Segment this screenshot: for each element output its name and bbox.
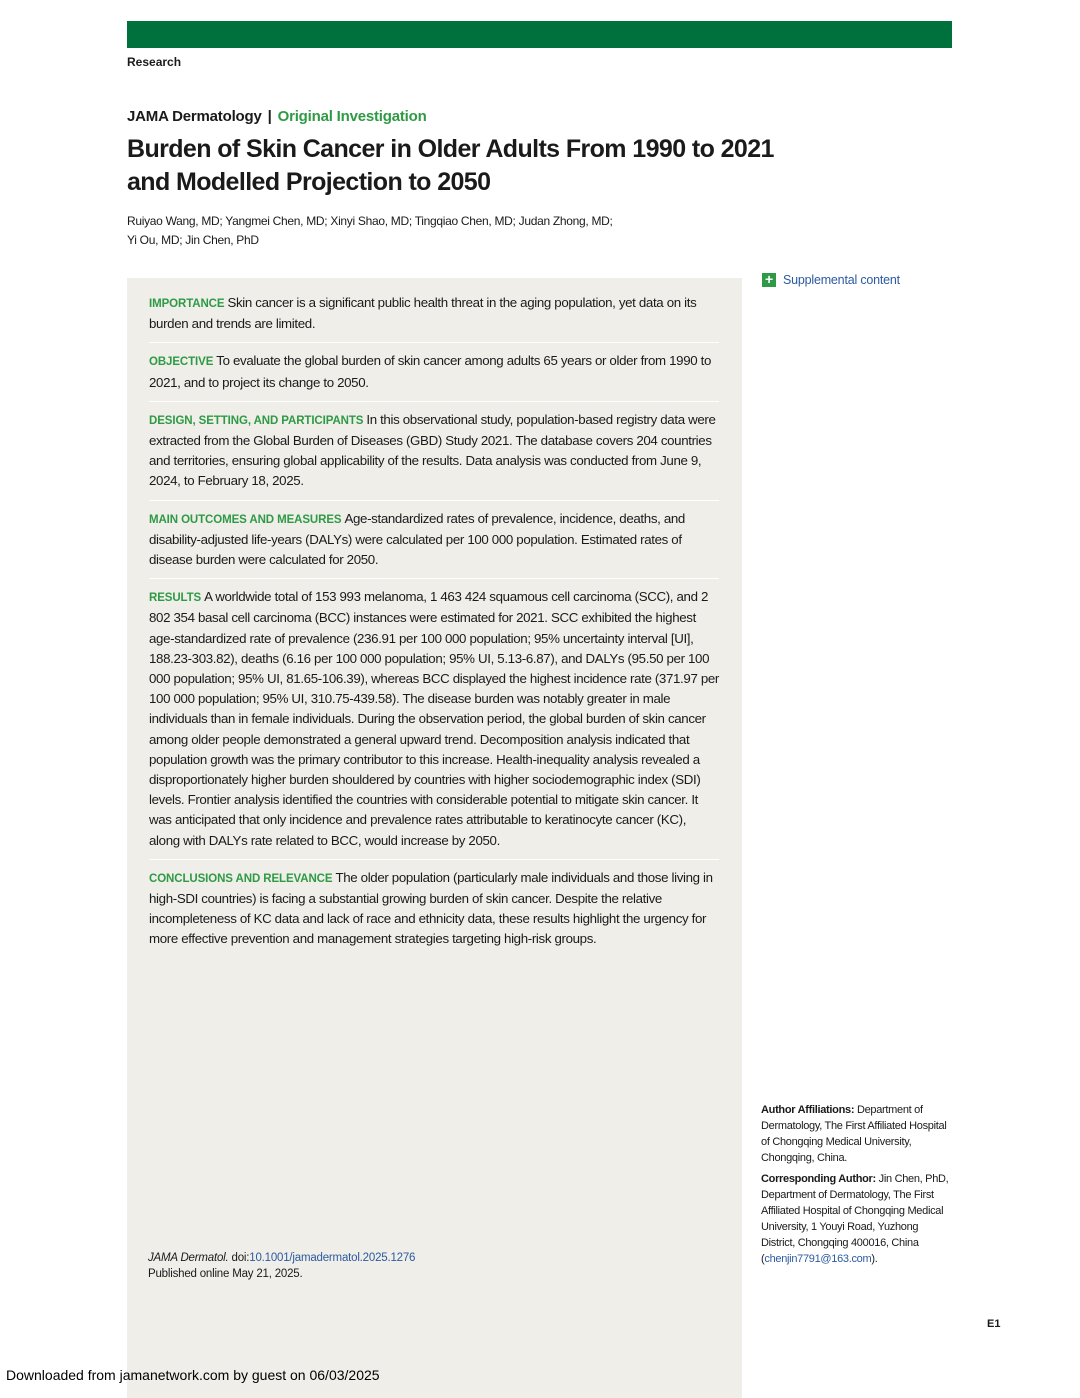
abstract-heading: RESULTS: [149, 592, 202, 605]
abstract-heading: IMPORTANCE: [149, 298, 225, 310]
abstract-text: In this observational study, population-based registry data were extracted from the Global Burden of Diseases (GBD) Study 2021. The database covers 204 countries and territories, ensuring global applicability of the results. Data analysis was conducted from June 9, 2024, to February 18, 2025.: [149, 411, 716, 489]
download-note: Downloaded from jamanetwork.com by guest on 06/03/2025: [6, 1367, 380, 1383]
corresponding-paragraph: [761, 1171, 951, 1267]
abstract-box: [127, 278, 742, 1398]
published-date: Published online May 21, 2025.: [148, 1268, 303, 1280]
affiliations-paragraph: [761, 1102, 951, 1166]
abstract-text: To evaluate the global burden of skin cancer among adults 65 years or older from 1990 to 2021, and to project its change to 2050.: [149, 353, 712, 390]
article-title: Burden of Skin Cancer in Older Adults From 1990 to 2021 and Modelled Projection to 2050: [127, 135, 774, 196]
abstract-heading: OBJECTIVE: [149, 356, 214, 369]
journal-line: [127, 108, 427, 125]
author-list-line-1: Ruiyao Wang, MD; Yangmei Chen, MD; Xinyi Shao, MD; Tingqiao Chen, MD; Judan Zhong, MD;: [127, 214, 613, 228]
affiliations-label: Author Affiliations:: [761, 1104, 855, 1116]
affiliations-text: Department of Dermatology, The First Affiliated Hospital of Chongqing Medical University, Chongqing, China.: [761, 1104, 947, 1164]
corresponding-text: Jin Chen, PhD, Department of Dermatology, The First Affiliated Hospital of Chongqing Medical University, 1 Youyi Road, Yuzhong District, Chongqing 400016, China (: [761, 1173, 949, 1265]
supplemental-content-link[interactable]: [762, 273, 900, 287]
supplemental-label: Supplemental content: [783, 273, 900, 287]
abstract-heading: CONCLUSIONS AND RELEVANCE: [149, 872, 333, 885]
author-list-line-2: Yi Ou, MD; Jin Chen, PhD: [127, 233, 259, 247]
abstract-outcomes: [149, 509, 719, 580]
abstract-objective: [149, 351, 719, 401]
header-color-bar: [127, 21, 952, 48]
abstract-text: Skin cancer is a significant public health threat in the aging population, yet data on its burden and trends are limited.: [149, 295, 697, 332]
email-link[interactable]: chenjin7791@163.com: [764, 1253, 872, 1265]
corresponding-close: ).: [871, 1253, 878, 1265]
abstract-results: [149, 587, 719, 860]
author-list: [127, 212, 687, 250]
citation-doi-prefix: doi:: [228, 1252, 250, 1264]
plus-icon: +: [762, 273, 776, 287]
citation-block: [148, 1250, 415, 1282]
citation-journal: JAMA Dermatol.: [148, 1252, 229, 1264]
page-number: E1: [987, 1318, 1001, 1330]
journal-name: JAMA Dermatology: [127, 108, 262, 125]
abstract-importance: [149, 293, 719, 343]
abstract-heading: MAIN OUTCOMES AND MEASURES: [149, 513, 342, 526]
corresponding-label: Corresponding Author:: [761, 1173, 876, 1185]
doi-link[interactable]: 10.1001/jamadermatol.2025.1276: [249, 1252, 416, 1264]
abstract-design: [149, 410, 719, 501]
article-type: Original Investigation: [277, 108, 427, 125]
abstract-text: The older population (particularly male individuals and those living in high-SDI countries) is facing a substantial growing burden of skin cancer. Despite the relative incompleteness of KC data and lack of race and ethnicity data, these results highlight the urgency for more effective prevention and management strategies targeting high-risk groups.: [149, 869, 713, 947]
abstract-conclusions: [149, 868, 719, 958]
abstract-heading: DESIGN, SETTING, AND PARTICIPANTS: [149, 414, 364, 427]
author-affiliations: [761, 1102, 951, 1272]
section-label: Research: [127, 55, 182, 69]
abstract-text: Age-standardized rates of prevalence, incidence, deaths, and disability-adjusted life-years (DALYs) were calculated per 100 000 population. Estimated rates of disease burden were calculated for 2050.: [149, 510, 685, 568]
abstract-text: A worldwide total of 153 993 melanoma, 1 463 424 squamous cell carcinoma (SCC), and 2 802 354 basal cell carcinoma (BCC) instances were estimated for 2021. SCC exhibited the highest age-standardized rate of prevalence (236.91 per 100 000 population; 95% uncertainty interval [UI], 188.23-303.82), deaths (6.16 per 100 000 population; 95% UI, 5.13-6.87), and DALYs (95.50 per 100 000 population; 95% UI, 81.65-106.39), whereas BCC displayed the highest incidence rate (371.97 per 100 000 population; 95% UI, 310.75-439.58). The disease burden was notably greater in male individuals than in female individuals. During the observation period, the global burden of skin cancer among older people demonstrated a general upward trend. Decomposition analysis indicated that population growth was the primary contributor to this increase. Health-inequality analysis revealed a disproportionately higher burden shouldered by countries with higher sociodemographic index (SDI) levels. Frontier analysis identified the countries with considerable potential to mitigate skin cancer. It was anticipated that only incidence and prevalence rates attributable to keratinocyte cancer (KC), along with DALYs rate related to BCC, would increase by 2050.: [149, 589, 720, 848]
journal-separator: |: [267, 108, 272, 125]
